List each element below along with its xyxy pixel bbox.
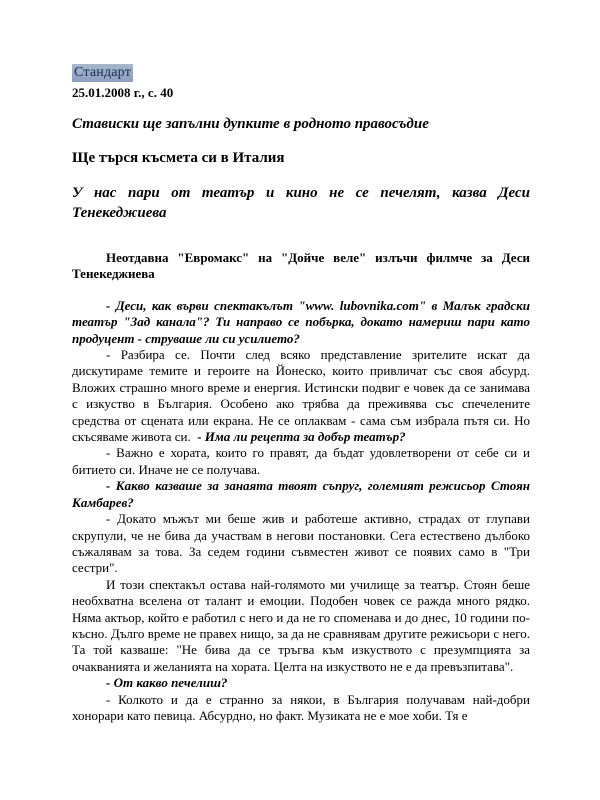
- answer-paragraph: И този спектакъл остава най-голямото ми училище за театър. Стоян беше необхватна вселена от талант и емоции. Подобен човек се ражда много рядко. Няма актьор, който е работил с него и да не го споменава и до днес, 10 години по-късно. Дълго време не правех нищо, за да не сравнявам другите режисьори с него. Та той казваше: "Не бива да се тръгва към изкуството с презумпцията за очакванията и желанията на хората. Целта на изкуството не е да превъзпитава".: [72, 576, 530, 674]
- masthead-logo: Стандарт: [74, 65, 132, 80]
- answer-paragraph: [72, 347, 530, 445]
- intro-paragraph: Неотдавна "Евромакс" на "Дойче веле" излъчи филмче за Деси Тенекеджиева: [72, 250, 530, 282]
- newspaper-masthead: [72, 63, 530, 82]
- publication-date: 25.01.2008 г., с. 40: [72, 85, 174, 100]
- article-subtitle: Стависки ще запълни дупките в родното правосъдие: [72, 116, 429, 132]
- article-headline: Ще търся късмета си в Италия: [72, 150, 285, 166]
- question-paragraph: - Какво казваше за занаята твоят съпруг, големият режисьор Стоян Камбарев?: [72, 478, 530, 510]
- article-body: [72, 250, 530, 724]
- question-inline: - Има ли рецепта за добър театър?: [197, 429, 406, 445]
- question-paragraph: - Деси, как върви спектакълът "www. lubovnika.com" в Малък градски театър "Зад канала"? Ти направо се побърка, докато намериш пари като продуцент - струваше ли си усилието?: [72, 297, 530, 346]
- article-page: [72, 63, 530, 724]
- answer-paragraph: - Колкото и да е странно за някои, в България получавам най-добри хонорари като певица. Абсурдно, но факт. Музиката не е мое хоби. Тя е: [72, 691, 530, 723]
- question-paragraph: - От какво печелиш?: [106, 675, 228, 691]
- article-lead: У нас пари от театър и кино не се печелят, казва Деси Тенекеджиева: [72, 185, 530, 221]
- answer-text: - Разбира се. Почти след всяко представление зрителите искат да дискутираме темите и героите на Йонеско, които привличат със своя абсурд. Вложих страшно много време и енергия. Истински подвиг е човек да се занимава с изкуство в България. Особено ако трябва да преживява със спечелените средства от сцената или екрана. Не се оплаквам - сама съм избрала пътя си. Но скъсяваме живота си.: [72, 347, 530, 445]
- answer-paragraph: - Докато мъжът ми беше жив и работеше активно, страдах от глупави скрупули, че не бива да участвам в негови постановки. Сега естествено дълбоко съжалявам за това. За седем години съвместен живот се появих само в "Три сестри".: [72, 511, 530, 576]
- answer-paragraph: - Важно е хората, които го правят, да бъдат удовлетворени от себе си и битието си. Иначе не се получава.: [72, 445, 530, 477]
